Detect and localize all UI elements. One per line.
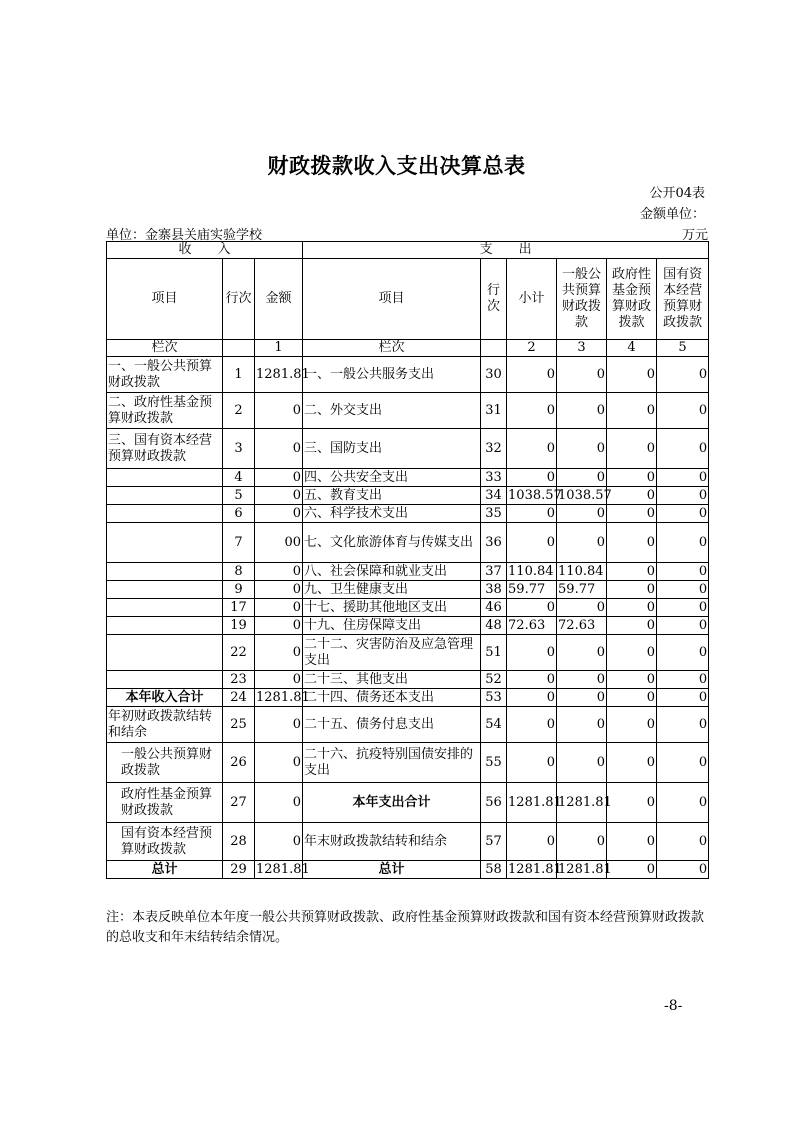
income-item: 年初财政拨款结转和结余 (107, 707, 223, 743)
general-budget-value: 0 (557, 671, 607, 689)
state-capital-value: 0 (657, 523, 709, 563)
expense-row-no: 34 (481, 487, 507, 505)
amount-unit-label: 金额单位： (639, 207, 705, 222)
general-budget-value: 0 (557, 357, 607, 393)
general-budget-value: 0 (557, 635, 607, 671)
gov-fund-value: 0 (607, 487, 657, 505)
expense-item: 二十五、债务付息支出 (303, 707, 481, 743)
state-capital-value: 0 (657, 563, 709, 581)
table-row (107, 783, 709, 823)
state-capital-value: 0 (657, 599, 709, 617)
expense-row-no: 36 (481, 523, 507, 563)
table-row (107, 357, 709, 393)
col-1-label: 1 (255, 340, 303, 357)
expense-item-header: 项目 (303, 259, 481, 340)
subtotal-value: 1281.81 (508, 861, 562, 877)
expense-item: 年末财政拨款结转和结余 (303, 823, 481, 861)
unit-name: 单位：金寨县关庙实验学校 (106, 228, 263, 243)
expense-item: 二十三、其他支出 (303, 671, 481, 689)
gov-fund-value: 0 (607, 429, 657, 469)
expense-item: 十七、援助其他地区支出 (303, 599, 481, 617)
income-row-no: 6 (223, 505, 255, 523)
general-budget-value: 0 (557, 689, 607, 707)
subtotal-value: 1038.57 (508, 487, 562, 503)
subtotal-value: 0 (507, 357, 557, 393)
expense-item: 十九、住房保障支出 (303, 617, 481, 635)
expense-row-no: 38 (481, 581, 507, 599)
state-capital-value: 0 (657, 823, 709, 861)
income-item (107, 635, 223, 671)
gov-fund-value: 0 (607, 581, 657, 599)
table-row (107, 617, 709, 635)
expense-item: 二十六、抗疫特别国债安排的支出 (303, 743, 481, 783)
expense-item: 八、社会保障和就业支出 (303, 563, 481, 581)
expense-row-no: 53 (481, 689, 507, 707)
general-budget-value: 0 (557, 823, 607, 861)
income-row-no: 4 (223, 469, 255, 487)
income-item: 本年收入合计 (107, 689, 223, 707)
state-capital-value: 0 (657, 635, 709, 671)
gov-fund-value: 0 (607, 671, 657, 689)
general-budget-value: 0 (557, 469, 607, 487)
gov-fund-value: 0 (607, 563, 657, 581)
subtotal-value: 0 (507, 469, 557, 487)
table-row (107, 429, 709, 469)
income-row-no: 8 (223, 563, 255, 581)
col-5-label: 5 (657, 340, 709, 357)
income-item (107, 563, 223, 581)
income-row-no: 27 (223, 783, 255, 823)
income-item (107, 523, 223, 563)
gov-fund-value: 0 (607, 707, 657, 743)
subtotal-value: 0 (507, 707, 557, 743)
table-row (107, 707, 709, 743)
expense-row-no: 37 (481, 563, 507, 581)
gov-fund-value: 0 (607, 393, 657, 429)
gov-fund-value: 0 (607, 743, 657, 783)
income-item: 二、政府性基金预算财政拨款 (107, 393, 223, 429)
expense-row-no: 56 (481, 783, 507, 823)
general-budget-header: 一般公共预算财政拨款 (557, 259, 607, 340)
income-amount: 0 (255, 563, 303, 581)
state-capital-value: 0 (657, 487, 709, 505)
fiscal-summary-table (106, 241, 709, 879)
income-item: 三、国有资本经营预算财政拨款 (107, 429, 223, 469)
income-row-no: 25 (223, 707, 255, 743)
expense-row-no: 35 (481, 505, 507, 523)
income-row-no: 5 (223, 487, 255, 505)
state-capital-value: 0 (657, 505, 709, 523)
income-amount: 0 (255, 505, 303, 523)
expense-item: 九、卫生健康支出 (303, 581, 481, 599)
empty-cell (223, 340, 255, 357)
state-capital-value: 0 (657, 743, 709, 783)
expense-item: 二、外交支出 (303, 393, 481, 429)
income-item: 总计 (107, 861, 223, 879)
state-capital-header: 国有资本经营预算财政拨款 (657, 259, 709, 340)
expense-item: 四、公共安全支出 (303, 469, 481, 487)
income-amount: 0 (255, 743, 303, 783)
gov-fund-value: 0 (607, 469, 657, 487)
subtotal-value: 110.84 (507, 563, 557, 581)
income-item (107, 671, 223, 689)
subtotal-value: 0 (507, 429, 557, 469)
expense-item: 本年支出合计 (303, 783, 481, 823)
state-capital-value: 0 (657, 861, 709, 879)
table-row (107, 487, 709, 505)
table-row (107, 505, 709, 523)
subtotal-value: 0 (507, 689, 557, 707)
expense-item: 七、文化旅游体育与传媒支出 (303, 523, 481, 563)
income-item: 一般公共预算财政拨款 (107, 743, 223, 783)
income-amount: 0 (255, 469, 303, 487)
income-row-no: 24 (223, 689, 255, 707)
page-number: -8- (664, 998, 683, 1014)
state-capital-value: 0 (657, 671, 709, 689)
general-budget-value: 0 (557, 599, 607, 617)
subtotal-value: 0 (507, 635, 557, 671)
subtotal-value: 0 (507, 671, 557, 689)
col-2-label: 2 (507, 340, 557, 357)
table-row (107, 689, 709, 707)
income-item (107, 469, 223, 487)
income-row-no: 7 (223, 523, 255, 563)
page-title: 财政拨款收入支出决算总表 (267, 153, 526, 178)
expense-row-no: 32 (481, 429, 507, 469)
income-row-no: 2 (223, 393, 255, 429)
subtotal-value: 1281.81 (507, 783, 557, 823)
subtotal-value: 0 (507, 505, 557, 523)
subtotal-value: 0 (507, 743, 557, 783)
gov-fund-value: 0 (607, 861, 657, 879)
state-capital-value: 0 (657, 689, 709, 707)
general-budget-value: 1038.57 (558, 487, 612, 503)
gov-fund-value: 0 (607, 689, 657, 707)
subtotal-value: 0 (507, 823, 557, 861)
income-amount: 00 (255, 523, 303, 563)
income-item (107, 487, 223, 505)
general-budget-value: 0 (557, 505, 607, 523)
expense-row-no: 46 (481, 599, 507, 617)
expense-column-label: 栏次 (303, 340, 481, 357)
column-header-row (107, 259, 709, 340)
column-number-row (107, 340, 709, 357)
table-row (107, 635, 709, 671)
state-capital-value: 0 (657, 393, 709, 429)
income-row-no: 23 (223, 671, 255, 689)
general-budget-value: 72.63 (557, 617, 607, 635)
table-row (107, 563, 709, 581)
table-row (107, 469, 709, 487)
general-budget-value: 1281.81 (557, 783, 607, 823)
income-amount: 0 (255, 823, 303, 861)
table-note: 注：本表反映单位本年度一般公共预算财政拨款、政府性基金预算财政拨款和国有资本经营预算财政拨款的总收支和年末结转结余情况。 (106, 910, 705, 945)
income-amount: 0 (255, 429, 303, 469)
table-row (107, 743, 709, 783)
expense-item: 六、科学技术支出 (303, 505, 481, 523)
gov-fund-header: 政府性基金预算财政拨款 (607, 259, 657, 340)
state-capital-value: 0 (657, 429, 709, 469)
expense-row-no: 31 (481, 393, 507, 429)
income-amount: 0 (255, 783, 303, 823)
expense-header: 支 出 (303, 242, 709, 259)
table-row (107, 671, 709, 689)
expense-row-no: 55 (481, 743, 507, 783)
income-item: 一、一般公共预算财政拨款 (107, 357, 223, 393)
expense-item: 总计 (303, 861, 481, 879)
table-row (107, 523, 709, 563)
subtotal-header: 小计 (507, 259, 557, 340)
expense-row-no: 54 (481, 707, 507, 743)
gov-fund-value: 0 (607, 635, 657, 671)
general-budget-value: 0 (557, 707, 607, 743)
general-budget-value: 0 (557, 523, 607, 563)
expense-row-no: 33 (481, 469, 507, 487)
table-row (107, 581, 709, 599)
general-budget-value: 59.77 (557, 581, 607, 599)
income-row-no: 29 (223, 861, 255, 879)
subtotal-value: 0 (507, 599, 557, 617)
income-item: 政府性基金预算财政拨款 (107, 783, 223, 823)
state-capital-value: 0 (657, 617, 709, 635)
income-amount: 0 (255, 599, 303, 617)
income-row-no: 9 (223, 581, 255, 599)
expense-item: 三、国防支出 (303, 429, 481, 469)
general-budget-value: 110.84 (557, 563, 607, 581)
general-budget-value: 1281.81 (558, 861, 612, 877)
state-capital-value: 0 (657, 783, 709, 823)
income-row-no: 19 (223, 617, 255, 635)
income-item (107, 599, 223, 617)
gov-fund-value: 0 (607, 505, 657, 523)
table-row (107, 393, 709, 429)
income-amount: 0 (255, 671, 303, 689)
subtotal-value: 59.77 (507, 581, 557, 599)
income-amount: 1281.81 (256, 689, 310, 705)
income-row-no: 1 (223, 357, 255, 393)
income-amount: 0 (255, 707, 303, 743)
income-row-no: 28 (223, 823, 255, 861)
state-capital-value: 0 (657, 357, 709, 393)
income-row-no: 22 (223, 635, 255, 671)
expense-row-no-header: 行次 (481, 259, 507, 340)
income-item: 国有资本经营预算财政拨款 (107, 823, 223, 861)
income-amount: 0 (255, 487, 303, 505)
income-item (107, 617, 223, 635)
expense-item: 二十二、灾害防治及应急管理支出 (303, 635, 481, 671)
income-row-no-header: 行次 (223, 259, 255, 340)
income-amount: 0 (255, 581, 303, 599)
form-number: 公开04表 (649, 186, 705, 201)
gov-fund-value: 0 (607, 783, 657, 823)
col-3-label: 3 (557, 340, 607, 357)
table-row (107, 823, 709, 861)
income-row-no: 3 (223, 429, 255, 469)
income-row-no: 26 (223, 743, 255, 783)
column-label: 栏次 (107, 340, 223, 357)
unit-line (106, 224, 708, 243)
subtotal-value: 72.63 (507, 617, 557, 635)
expense-item: 二十四、债务还本支出 (303, 689, 481, 707)
table-row (107, 861, 709, 879)
empty-cell (481, 340, 507, 357)
income-amount: 0 (255, 617, 303, 635)
expense-item: 五、教育支出 (303, 487, 481, 505)
state-capital-value: 0 (657, 707, 709, 743)
subtotal-value: 0 (507, 523, 557, 563)
gov-fund-value: 0 (607, 617, 657, 635)
expense-row-no: 52 (481, 671, 507, 689)
income-amount: 1281.81 (255, 357, 303, 393)
gov-fund-value: 0 (607, 823, 657, 861)
income-amount: 0 (255, 393, 303, 429)
expense-row-no: 58 (481, 861, 507, 879)
income-item (107, 505, 223, 523)
expense-row-no: 51 (481, 635, 507, 671)
state-capital-value: 0 (657, 581, 709, 599)
col-4-label: 4 (607, 340, 657, 357)
general-budget-value: 0 (557, 743, 607, 783)
income-item (107, 581, 223, 599)
income-amount: 1281.81 (256, 861, 310, 877)
amount-unit-value: 万元 (681, 228, 708, 243)
expense-item: 一、一般公共服务支出 (303, 357, 481, 393)
expense-row-no: 30 (481, 357, 507, 393)
general-budget-value: 0 (557, 393, 607, 429)
gov-fund-value: 0 (607, 599, 657, 617)
section-header-row (107, 242, 709, 259)
subtotal-value: 0 (507, 393, 557, 429)
income-row-no: 17 (223, 599, 255, 617)
expense-row-no: 48 (481, 617, 507, 635)
table-row (107, 599, 709, 617)
state-capital-value: 0 (657, 469, 709, 487)
gov-fund-value: 0 (607, 357, 657, 393)
income-amount: 0 (255, 635, 303, 671)
expense-row-no: 57 (481, 823, 507, 861)
income-item-header: 项目 (107, 259, 223, 340)
gov-fund-value: 0 (607, 523, 657, 563)
income-amount-header: 金额 (255, 259, 303, 340)
general-budget-value: 0 (557, 429, 607, 469)
income-header: 收 入 (107, 242, 303, 259)
